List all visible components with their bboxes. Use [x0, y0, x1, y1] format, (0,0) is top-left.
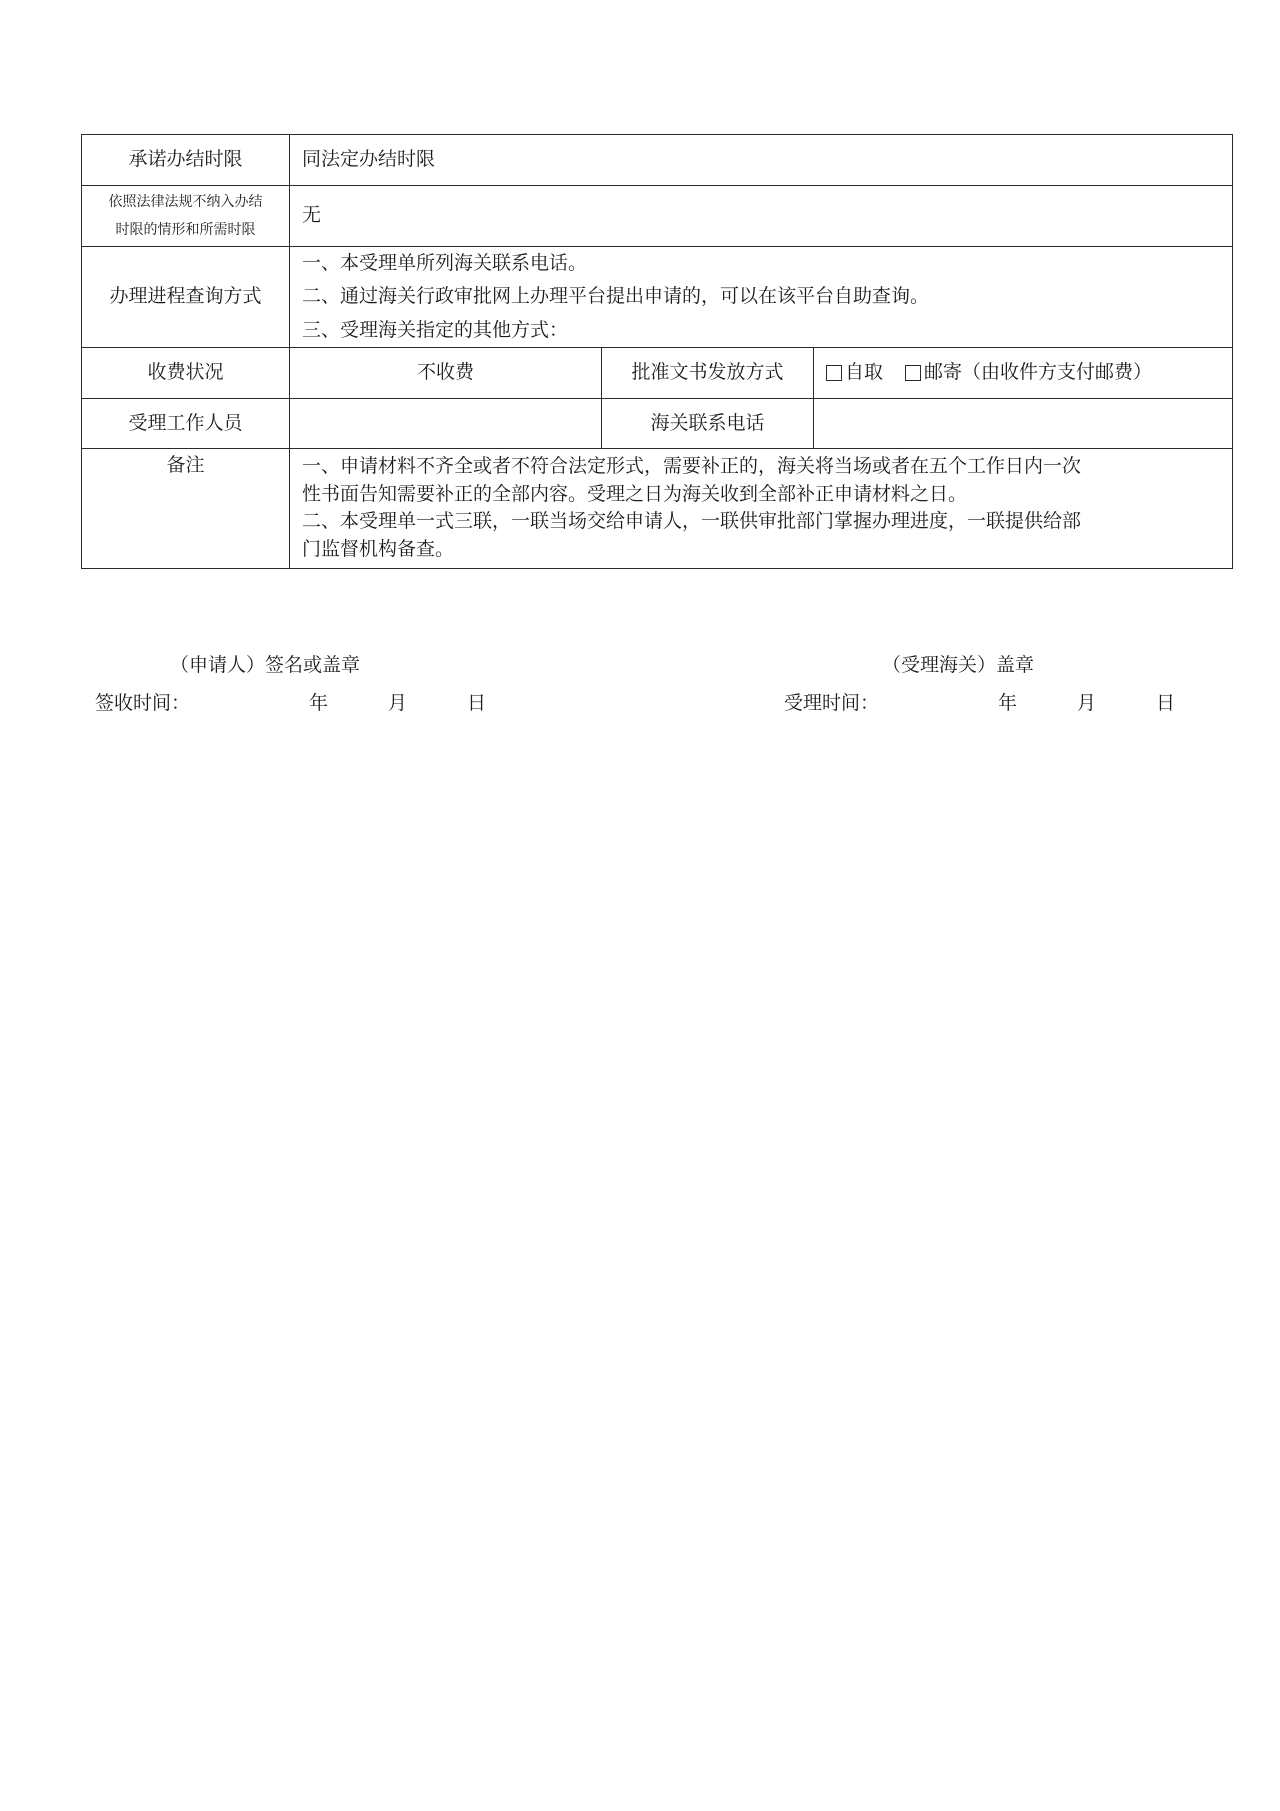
customs-acceptance-time — [784, 694, 1244, 716]
delivery-checkbox-group — [826, 360, 1220, 386]
remarks-label: 备注 — [82, 449, 290, 569]
row-promised-deadline — [82, 135, 1233, 186]
row-staff — [82, 399, 1233, 449]
applicant-receipt-time — [95, 694, 555, 716]
customs-phone-label: 海关联系电话 — [602, 399, 814, 449]
applicant-month-label: 月 — [388, 692, 408, 714]
acceptance-form-table — [81, 134, 1233, 569]
progress-query-line: 二、通过海关行政审批网上办理平台提出申请的，可以在该平台自助查询。 — [302, 285, 930, 308]
row-excluded-periods — [82, 186, 1233, 247]
customs-year-label: 年 — [998, 692, 1018, 714]
remarks-content — [290, 449, 1233, 569]
progress-query-line: 三、受理海关指定的其他方式： — [302, 318, 569, 341]
delivery-method-label: 批准文书发放方式 — [602, 348, 814, 399]
customs-month-label: 月 — [1077, 692, 1097, 714]
applicant-day-label: 日 — [467, 692, 487, 714]
excluded-periods-label — [82, 186, 290, 247]
row-progress-query — [82, 247, 1233, 348]
delivery-option-mail[interactable] — [905, 360, 1152, 386]
remarks-line: 性书面告知需要补正的全部内容。受理之日为海关收到全部补正申请材料之日。 — [302, 482, 968, 505]
progress-query-line: 一、本受理单所列海关联系电话。 — [302, 252, 588, 275]
remarks-line: 一、申请材料不齐全或者不符合法定形式，需要补正的，海关将当场或者在五个工作日内一次 — [302, 455, 1082, 477]
customs-phone-field[interactable] — [814, 399, 1233, 449]
excluded-periods-label-line2: 时限的情形和所需时限 — [115, 222, 256, 238]
applicant-year-label: 年 — [309, 692, 329, 714]
fee-status-label: 收费状况 — [82, 348, 290, 399]
customs-time-label: 受理时间： — [784, 692, 880, 714]
applicant-time-label: 签收时间： — [95, 692, 191, 714]
excluded-periods-value: 无 — [290, 186, 1233, 247]
checkbox-icon[interactable] — [826, 365, 842, 381]
row-remarks — [82, 449, 1233, 569]
remarks-line: 二、本受理单一式三联，一联当场交给申请人，一联供审批部门掌握办理进度，一联提供给部 — [302, 510, 1082, 533]
staff-value-field[interactable] — [290, 399, 602, 449]
delivery-option-self-pickup[interactable] — [826, 360, 883, 386]
delivery-method-options — [814, 348, 1233, 399]
row-fee-status — [82, 348, 1233, 399]
fee-status-value: 不收费 — [290, 348, 602, 399]
customs-day-label: 日 — [1156, 692, 1176, 714]
delivery-option-label: 邮寄（由收件方支付邮费） — [924, 361, 1153, 384]
excluded-periods-label-line1: 依照法律法规不纳入办结 — [108, 194, 263, 210]
remarks-line: 门监督机构备查。 — [302, 537, 455, 560]
applicant-signature-title: （申请人）签名或盖章 — [170, 654, 361, 676]
staff-label: 受理工作人员 — [82, 399, 290, 449]
progress-query-label: 办理进程查询方式 — [82, 247, 290, 348]
delivery-option-label: 自取 — [845, 361, 884, 384]
checkbox-icon[interactable] — [905, 365, 921, 381]
progress-query-methods — [290, 247, 1233, 348]
promised-deadline-value: 同法定办结时限 — [290, 135, 1233, 186]
customs-seal-title: （受理海关）盖章 — [882, 654, 1035, 676]
promised-deadline-label: 承诺办结时限 — [82, 135, 290, 186]
